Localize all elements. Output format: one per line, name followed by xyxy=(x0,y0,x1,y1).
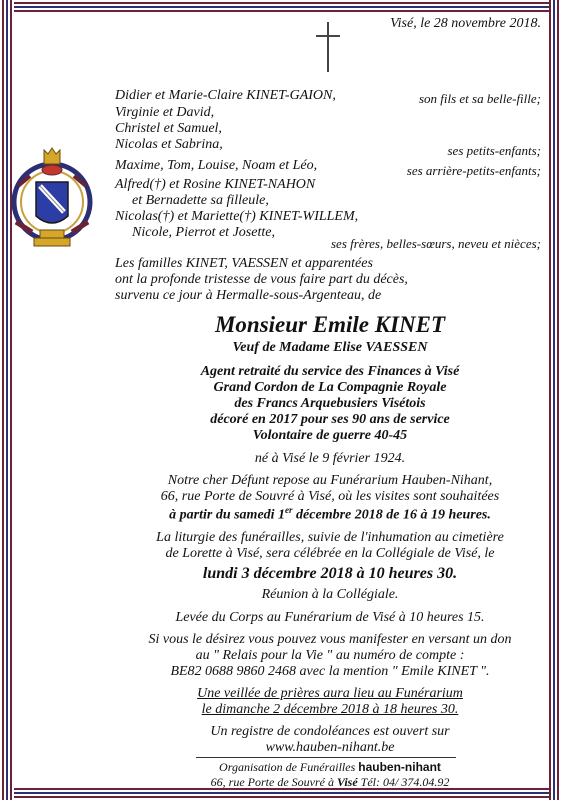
family-line-4: Nicolas et Sabrina, xyxy=(115,137,223,152)
coat-of-arms-icon xyxy=(10,146,94,254)
family-line-3: Christel et Samuel, xyxy=(115,121,222,136)
footer-org-label: Organisation de Funérailles xyxy=(219,760,356,774)
register-line-1: Un registre de condoléances est ouvert sur xyxy=(210,724,450,739)
visits-pre: à partir du samedi 1 xyxy=(169,507,286,523)
title-line-1: Agent retraité du service des Finances à Visé xyxy=(200,364,460,379)
vigil-line-2: le dimanche 2 décembre 2018 à 18 heures 30. xyxy=(201,702,459,717)
family-line-1: Didier et Marie-Claire KINET-GAION, xyxy=(115,88,336,103)
right-border xyxy=(549,0,561,800)
footer-brand: hauben-nihant xyxy=(358,760,441,774)
family-line-5: Maxime, Tom, Louise, Noam et Léo, xyxy=(115,158,318,173)
visits-post: décembre 2018 de 16 à 19 heures. xyxy=(292,507,491,523)
relation-grandchildren: ses petits-enfants; xyxy=(447,143,541,158)
family-line-9: Nicole, Pierrot et Josette, xyxy=(132,225,275,240)
levee-line: Levée du Corps au Funérarium de Visé à 10 heures 15. xyxy=(175,610,485,625)
family-line-6: Alfred(†) et Rosine KINET-NAHON xyxy=(115,177,316,192)
title-line-2: Grand Cordon de La Compagnie Royale xyxy=(213,380,447,395)
birth-line: né à Visé le 9 février 1924. xyxy=(254,451,406,466)
repose-line-1: Notre cher Défunt repose au Funérarium Hauben-Nihant, xyxy=(167,473,493,488)
announce-line-2: ont la profonde tristesse de vous faire part du décès, xyxy=(115,272,408,287)
left-border xyxy=(2,0,14,800)
date-line: Visé, le 28 novembre 2018. xyxy=(390,16,541,31)
register-url[interactable]: www.hauben-nihant.be xyxy=(265,740,395,755)
family-line-8: Nicolas(†) et Mariette(†) KINET-WILLEM, xyxy=(115,209,359,224)
visits-line xyxy=(110,505,550,524)
title-line-4: décoré en 2017 pour ses 90 ans de service xyxy=(210,412,450,427)
footer-divider xyxy=(196,757,456,758)
announce-line-1: Les familles KINET, VAESSEN et apparentées xyxy=(115,256,373,271)
deceased-name: Monsieur Emile KINET xyxy=(214,312,446,337)
vigil-line-1: Une veillée de prières aura lieu au Funérarium xyxy=(197,686,463,701)
footer-address: 66, rue Porte de Souvré à xyxy=(210,775,334,789)
donation-line-1: Si vous le désirez vous pouvez vous manifester en versant un don xyxy=(148,632,512,647)
footer-org-line xyxy=(110,760,550,775)
donation-line-2: au " Relais pour la Vie " au numéro de compte : xyxy=(195,648,465,663)
footer-address-line xyxy=(110,775,550,790)
relation-siblings: ses frères, belles-sœurs, neveu et nièces; xyxy=(331,236,541,251)
title-line-3: des Francs Arquebusiers Visétois xyxy=(234,396,426,411)
donation-line-3: BE82 0688 9860 2468 avec la mention " Emile KINET ". xyxy=(170,664,490,679)
funeral-line-1: La liturgie des funérailles, suivie de l'inhumation au cimetière xyxy=(156,530,504,545)
meeting-line: Réunion à la Collégiale. xyxy=(261,587,399,602)
repose-line-2: 66, rue Porte de Souvré à Visé, où les visites sont souhaitées xyxy=(160,489,500,504)
top-border xyxy=(2,2,561,12)
funeral-date: lundi 3 décembre 2018 à 10 heures 30. xyxy=(202,565,458,582)
footer-city: Visé xyxy=(336,775,358,789)
announce-line-3: survenu ce jour à Hermalle-sous-Argenteau, de xyxy=(115,288,382,303)
relation-son: son fils et sa belle-fille; xyxy=(418,91,541,106)
family-line-7: et Bernadette sa filleule, xyxy=(132,193,269,208)
visits-sup: er xyxy=(285,505,293,515)
relation-great-grandchildren: ses arrière-petits-enfants; xyxy=(406,163,541,178)
spouse-line: Veuf de Madame Elise VAESSEN xyxy=(232,340,428,355)
title-line-5: Volontaire de guerre 40-45 xyxy=(252,428,408,443)
family-line-2: Virginie et David, xyxy=(115,105,215,120)
funeral-line-2: de Lorette à Visé, sera célébrée en la Collégiale de Visé, le xyxy=(165,546,495,561)
footer-phone: Tél: 04/ 374.04.92 xyxy=(360,775,450,789)
